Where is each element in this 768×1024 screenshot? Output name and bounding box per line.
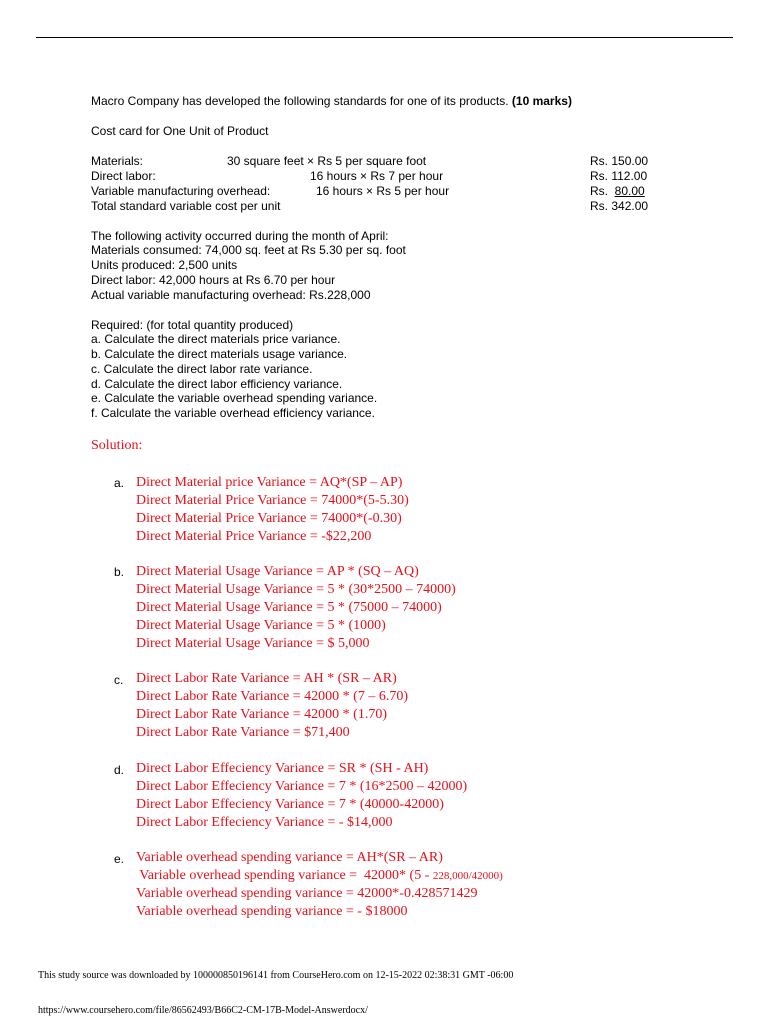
cost-row-amount [590, 199, 648, 214]
solution-line: Variable overhead spending variance = - $18000 [136, 904, 408, 919]
required-line: a. Calculate the direct materials price variance. [91, 332, 341, 346]
activity-line: Materials consumed: 74,000 sq. feet at Rs 5.30 per sq. foot [91, 243, 406, 257]
cost-row-amount [590, 169, 647, 184]
cost-row-label: Direct labor: [91, 169, 156, 183]
item-letter: c. [114, 673, 124, 687]
cost-row-label: Materials: [91, 154, 144, 168]
download-notice: This study source was downloaded by 100000850196141 from CourseHero.com on 12-15-2022 02:38:31 GMT -06:00 [38, 970, 514, 981]
solution-line: Direct Material Price Variance = -$22,200 [136, 529, 372, 544]
activity-line: Units produced: 2,500 units [91, 258, 238, 272]
required-line: Required: (for total quantity produced) [91, 318, 294, 332]
solution-line: Direct Labor Rate Variance = 42000 * (1.70) [136, 707, 387, 722]
amount-value: 112.00 [611, 169, 648, 183]
solution-line: Direct Material Price Variance = 74000*(5-5.30) [136, 493, 409, 508]
intro-line [91, 94, 572, 109]
amount-value: 150.00 [611, 154, 649, 168]
solution-line: Direct Material Usage Variance = 5 * (30*2500 – 74000) [136, 582, 456, 597]
cost-row-detail: 16 hours × Rs 7 per hour [310, 169, 444, 183]
cost-card-title: Cost card for One Unit of Product [91, 124, 269, 138]
activity-line: Direct labor: 42,000 hours at Rs 6.70 per hour [91, 273, 336, 287]
solution-line-text: Variable overhead spending variance = 42000* (5 - [136, 868, 433, 883]
source-url-link[interactable]: https://www.coursehero.com/file/86562493/B66C2-CM-17B-Model-Answerdocx/ [38, 1005, 368, 1016]
solution-line: Direct Material Usage Variance = AP * (SQ – AQ) [136, 564, 419, 579]
currency-label: Rs. [590, 169, 612, 183]
required-line: e. Calculate the variable overhead spending variance. [91, 391, 378, 405]
solution-line: Direct Material Usage Variance = $ 5,000 [136, 636, 370, 651]
required-line: d. Calculate the direct labor efficiency variance. [91, 377, 343, 391]
solution-line: Direct Labor Effeciency Variance = - $14,000 [136, 815, 393, 830]
solution-line: Variable overhead spending variance = 42000*-0.428571429 [136, 886, 478, 901]
item-letter: d. [114, 763, 125, 777]
required-line: f. Calculate the variable overhead efficiency variance. [91, 406, 375, 420]
solution-block-b [136, 563, 456, 653]
solution-line: Direct Labor Rate Variance = AH * (SR – AR) [136, 671, 397, 686]
solution-block-a [136, 474, 409, 546]
cost-row-amount [590, 184, 645, 199]
activity-line: The following activity occurred during the month of April: [91, 229, 389, 243]
solution-line [136, 867, 503, 885]
activity-line: Actual variable manufacturing overhead: Rs.228,000 [91, 288, 371, 302]
solution-line: Direct Labor Effeciency Variance = 7 * (40000-42000) [136, 797, 444, 812]
cost-row-label: Variable manufacturing overhead: [91, 184, 271, 198]
required-line: c. Calculate the direct labor rate variance. [91, 362, 313, 376]
solution-heading: Solution: [91, 438, 143, 453]
solution-line: Direct Material Price Variance = 74000*(-0.30) [136, 511, 402, 526]
solution-line: Direct Labor Effeciency Variance = 7 * (16*2500 – 42000) [136, 779, 468, 794]
item-letter: a. [114, 476, 125, 490]
cost-row-detail: 30 square feet × Rs 5 per square foot [227, 154, 427, 168]
solution-line: Direct Material price Variance = AQ*(SP – AP) [136, 475, 403, 490]
currency-label: Rs. [590, 199, 612, 213]
cost-row-amount [590, 154, 648, 169]
solution-line-small: 228,000/42000) [432, 870, 503, 882]
solution-line: Direct Labor Rate Variance = 42000 * (7 – 6.70) [136, 689, 408, 704]
currency-label: Rs. [590, 154, 612, 168]
solution-block-d [136, 760, 467, 832]
solution-line: Variable overhead spending variance = AH*(SR – AR) [136, 850, 443, 865]
solution-block-c [136, 670, 408, 742]
solution-line: Direct Labor Rate Variance = $71,400 [136, 725, 350, 740]
item-letter: b. [114, 565, 125, 579]
amount-value: 342.00 [611, 199, 649, 213]
required-line: b. Calculate the direct materials usage variance. [91, 347, 348, 361]
top-rule [36, 37, 733, 38]
solution-line: Direct Labor Effeciency Variance = SR * (SH - AH) [136, 761, 429, 776]
solution-line: Direct Material Usage Variance = 5 * (75000 – 74000) [136, 600, 442, 615]
solution-line: Direct Material Usage Variance = 5 * (1000) [136, 618, 386, 633]
marks-label: (10 marks) [511, 94, 572, 108]
amount-value: 80.00 [614, 184, 645, 198]
intro-text: Macro Company has developed the following standards for one of its products. [91, 94, 512, 108]
cost-row-detail: 16 hours × Rs 5 per hour [316, 184, 450, 198]
item-letter: e. [114, 852, 125, 866]
currency-label: Rs. [590, 184, 615, 198]
solution-block-e [136, 849, 503, 921]
cost-row-label: Total standard variable cost per unit [91, 199, 281, 213]
